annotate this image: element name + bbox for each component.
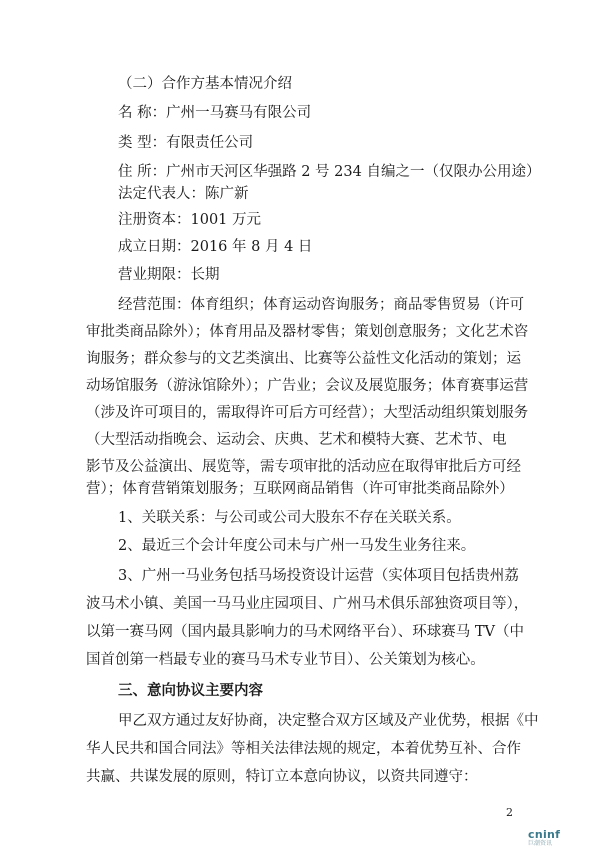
field-type: 类 型：有限责任公司 [118, 135, 254, 151]
field-term: 营业期限：长期 [118, 267, 220, 283]
field-address: 住 所：广州市天河区华强路 2 号 234 自编之一（仅限办公用途） [118, 164, 541, 180]
cninf-watermark-logo [528, 829, 592, 847]
section-three-heading: 三、意向协议主要内容 [118, 682, 263, 699]
business-scope-line: （涉及许可项目的，需取得许可后方可经营）；大型活动组织策划服务 [86, 405, 529, 421]
point-business-line: 3、广州一马业务包括马场投资设计运营（实体项目包括贵州荔 [118, 568, 519, 584]
agreement-line: 华人民共和国合同法》等相关法律法规的规定，本着优势互补、合作 [86, 741, 521, 757]
agreement-line: 甲乙双方通过友好协商，决定整合双方区域及产业优势，根据《中 [118, 713, 539, 729]
business-scope-line: 经营范围：体育组织；体育运动咨询服务；商品零售贸易（许可 [118, 297, 524, 313]
point-business-line: 波马术小镇、美国一马马业庄园项目、广州马术俱乐部独资项目等）， [86, 596, 529, 612]
page-number: 2 [506, 806, 513, 819]
field-name: 名 称：广州一马赛马有限公司 [118, 105, 312, 121]
business-scope-line: 影节及公益演出、展览等，需专项审批的活动应在取得审批后方可经 [86, 459, 521, 475]
business-scope-line: （大型活动指晚会、运动会、庆典、艺术和模特大赛、艺术节、电 [86, 432, 507, 448]
point-business-line: 以第一赛马网（国内最具影响力的马术网络平台）、环球赛马 TV（中 [86, 624, 524, 640]
business-scope-line: 询服务；群众参与的文艺类演出、比赛等公益性文化活动的策划；运 [86, 351, 521, 367]
business-scope-line: 营）；体育营销策划服务；互联网商品销售（许可审批类商品除外） [86, 481, 514, 497]
business-scope-line: 审批类商品除外）；体育用品及器材零售；策划创意服务；文化艺术咨 [86, 324, 529, 340]
point-related-party: 1、关联关系：与公司或公司大股东不存在关联关系。 [118, 510, 461, 526]
field-legal-rep: 法定代表人：陈广新 [118, 186, 249, 202]
logo-text: cninf [528, 828, 561, 841]
field-founded: 成立日期：2016 年 8 月 4 日 [118, 239, 313, 255]
business-scope-line: 动场馆服务（游泳馆除外）；广告业；会议及展览服务；体育赛事运营 [86, 378, 529, 394]
agreement-line: 共赢、共谋发展的原则，特订立本意向协议，以资共同遵守： [86, 769, 478, 785]
point-no-business: 2、最近三个会计年度公司未与广州一马发生业务往来。 [118, 538, 476, 554]
point-business-line: 国首创第一档最专业的赛马马术专业节目）、公关策划为核心。 [86, 652, 485, 668]
section-intro-heading: （二）合作方基本情况介绍 [118, 76, 292, 92]
field-capital: 注册资本：1001 万元 [118, 212, 262, 228]
logo-subtext: 巨潮资讯 [528, 840, 553, 847]
